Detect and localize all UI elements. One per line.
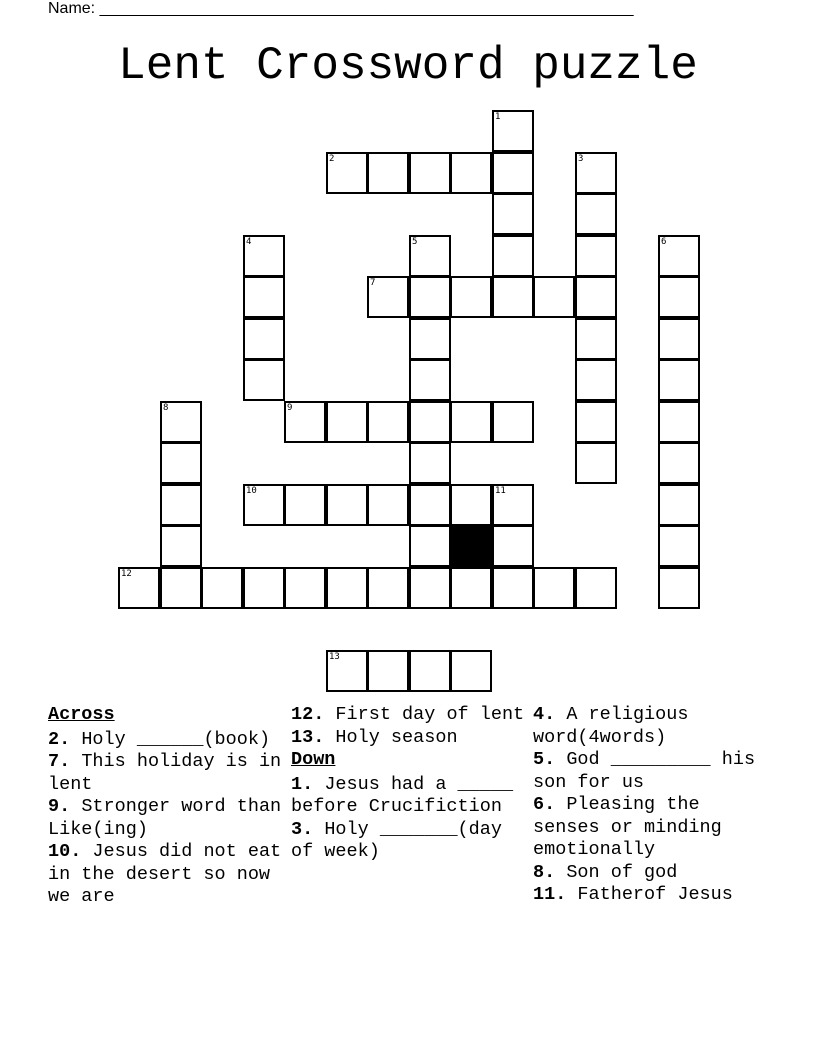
crossword-cell[interactable] — [450, 152, 492, 194]
cell-number: 9 — [287, 403, 293, 413]
crossword-cell[interactable] — [658, 484, 700, 526]
crossword-cell[interactable] — [658, 442, 700, 484]
crossword-cell[interactable] — [575, 193, 617, 235]
clue-across-9: 9. Stronger word than Like(ing) — [48, 796, 282, 840]
crossword-cell[interactable] — [575, 276, 617, 318]
cell-number: 3 — [578, 154, 584, 164]
crossword-cell[interactable] — [160, 401, 202, 443]
cell-number: 6 — [661, 237, 667, 247]
crossword-cell[interactable] — [326, 650, 368, 692]
crossword-cell[interactable] — [326, 401, 368, 443]
crossword-cell[interactable] — [160, 484, 202, 526]
crossword-cell[interactable] — [243, 276, 285, 318]
clues-column-3 — [533, 704, 769, 907]
crossword-cell[interactable] — [575, 152, 617, 194]
clues-column-2 — [291, 704, 527, 864]
crossword-cell[interactable] — [326, 567, 368, 609]
crossword-cell[interactable] — [409, 650, 451, 692]
crossword-cell[interactable] — [658, 359, 700, 401]
clue-across-13: 13. Holy season — [291, 726, 458, 748]
crossword-cell[interactable] — [243, 235, 285, 277]
crossword-cell[interactable] — [409, 235, 451, 277]
crossword-cell[interactable] — [367, 152, 409, 194]
cell-number: 5 — [412, 237, 418, 247]
crossword-cell[interactable] — [658, 276, 700, 318]
crossword-cell[interactable] — [201, 567, 243, 609]
cell-number: 7 — [370, 278, 376, 288]
crossword-cell[interactable] — [409, 318, 451, 360]
crossword-cell[interactable] — [658, 401, 700, 443]
blocked-cell — [450, 525, 492, 567]
crossword-cell[interactable] — [658, 567, 700, 609]
crossword-cell[interactable] — [492, 525, 534, 567]
crossword-cell[interactable] — [409, 525, 451, 567]
crossword-cell[interactable] — [160, 567, 202, 609]
crossword-cell[interactable] — [243, 484, 285, 526]
crossword-cell[interactable] — [160, 442, 202, 484]
crossword-cell[interactable] — [326, 484, 368, 526]
cell-number: 11 — [495, 486, 506, 496]
crossword-cell[interactable] — [367, 276, 409, 318]
crossword-cell[interactable] — [492, 567, 534, 609]
crossword-cell[interactable] — [409, 401, 451, 443]
crossword-cell[interactable] — [658, 318, 700, 360]
clue-across-10: 10. Jesus did not eat in the desert so now we are — [48, 841, 282, 907]
crossword-cell[interactable] — [409, 567, 451, 609]
crossword-cell[interactable] — [450, 484, 492, 526]
clue-down-6: 6. Pleasing the senses or minding emotionally — [533, 794, 722, 860]
clue-down-11: 11. Fatherof Jesus — [533, 884, 733, 905]
clue-down-1: 1. Jesus had a _____ before Crucifiction — [291, 773, 514, 817]
crossword-cell[interactable] — [450, 650, 492, 692]
down-heading: Down — [291, 749, 336, 770]
cell-number: 2 — [329, 154, 335, 164]
crossword-cell[interactable] — [450, 276, 492, 318]
name-field-line: Name: ____________________________________________________________ — [48, 0, 634, 17]
cell-number: 12 — [121, 569, 132, 579]
crossword-cell[interactable] — [658, 525, 700, 567]
crossword-cell[interactable] — [450, 567, 492, 609]
cell-number: 13 — [329, 652, 340, 662]
crossword-cell[interactable] — [533, 567, 575, 609]
crossword-cell[interactable] — [243, 318, 285, 360]
clue-down-4: 4. A religious word(4words) — [533, 704, 689, 748]
crossword-cell[interactable] — [492, 276, 534, 318]
cell-number: 8 — [163, 403, 169, 413]
cell-number: 4 — [246, 237, 252, 247]
clue-across-7: 7. This holiday is in lent — [48, 751, 282, 795]
clues-column-1 — [48, 704, 284, 909]
crossword-cell[interactable] — [575, 318, 617, 360]
crossword-cell[interactable] — [118, 567, 160, 609]
crossword-cell[interactable] — [284, 567, 326, 609]
crossword-cell[interactable] — [367, 484, 409, 526]
crossword-cell[interactable] — [243, 359, 285, 401]
crossword-cell[interactable] — [326, 152, 368, 194]
clue-across-2: 2. Holy ______(book) — [48, 728, 271, 750]
crossword-cell[interactable] — [492, 193, 534, 235]
crossword-cell[interactable] — [367, 401, 409, 443]
crossword-cell[interactable] — [367, 650, 409, 692]
crossword-cell[interactable] — [492, 110, 534, 152]
crossword-cell[interactable] — [243, 567, 285, 609]
crossword-cell[interactable] — [533, 276, 575, 318]
crossword-cell[interactable] — [575, 359, 617, 401]
cell-number: 10 — [246, 486, 257, 496]
crossword-cell[interactable] — [409, 152, 451, 194]
across-heading: Across — [48, 704, 115, 725]
crossword-cell[interactable] — [575, 235, 617, 277]
crossword-cell[interactable] — [409, 442, 451, 484]
crossword-cell[interactable] — [367, 567, 409, 609]
crossword-cell[interactable] — [658, 235, 700, 277]
crossword-cell[interactable] — [492, 484, 534, 526]
cell-number: 1 — [495, 112, 501, 122]
clue-down-5: 5. God _________ his son for us — [533, 749, 756, 793]
crossword-cell[interactable] — [492, 401, 534, 443]
crossword-cell[interactable] — [575, 401, 617, 443]
crossword-cell[interactable] — [575, 442, 617, 484]
clue-across-12: 12. First day of lent — [291, 704, 525, 725]
crossword-cell[interactable] — [575, 567, 617, 609]
crossword-cell[interactable] — [284, 401, 326, 443]
crossword-cell[interactable] — [160, 525, 202, 567]
crossword-cell[interactable] — [409, 359, 451, 401]
crossword-cell[interactable] — [450, 401, 492, 443]
clue-down-8: 8. Son of god — [533, 861, 678, 883]
crossword-cell[interactable] — [492, 152, 534, 194]
crossword-cell[interactable] — [492, 235, 534, 277]
clue-down-3: 3. Holy _______(day of week) — [291, 818, 502, 862]
crossword-cell[interactable] — [409, 484, 451, 526]
page-title: Lent Crossword puzzle — [118, 40, 698, 92]
crossword-cell[interactable] — [409, 276, 451, 318]
crossword-cell[interactable] — [284, 484, 326, 526]
